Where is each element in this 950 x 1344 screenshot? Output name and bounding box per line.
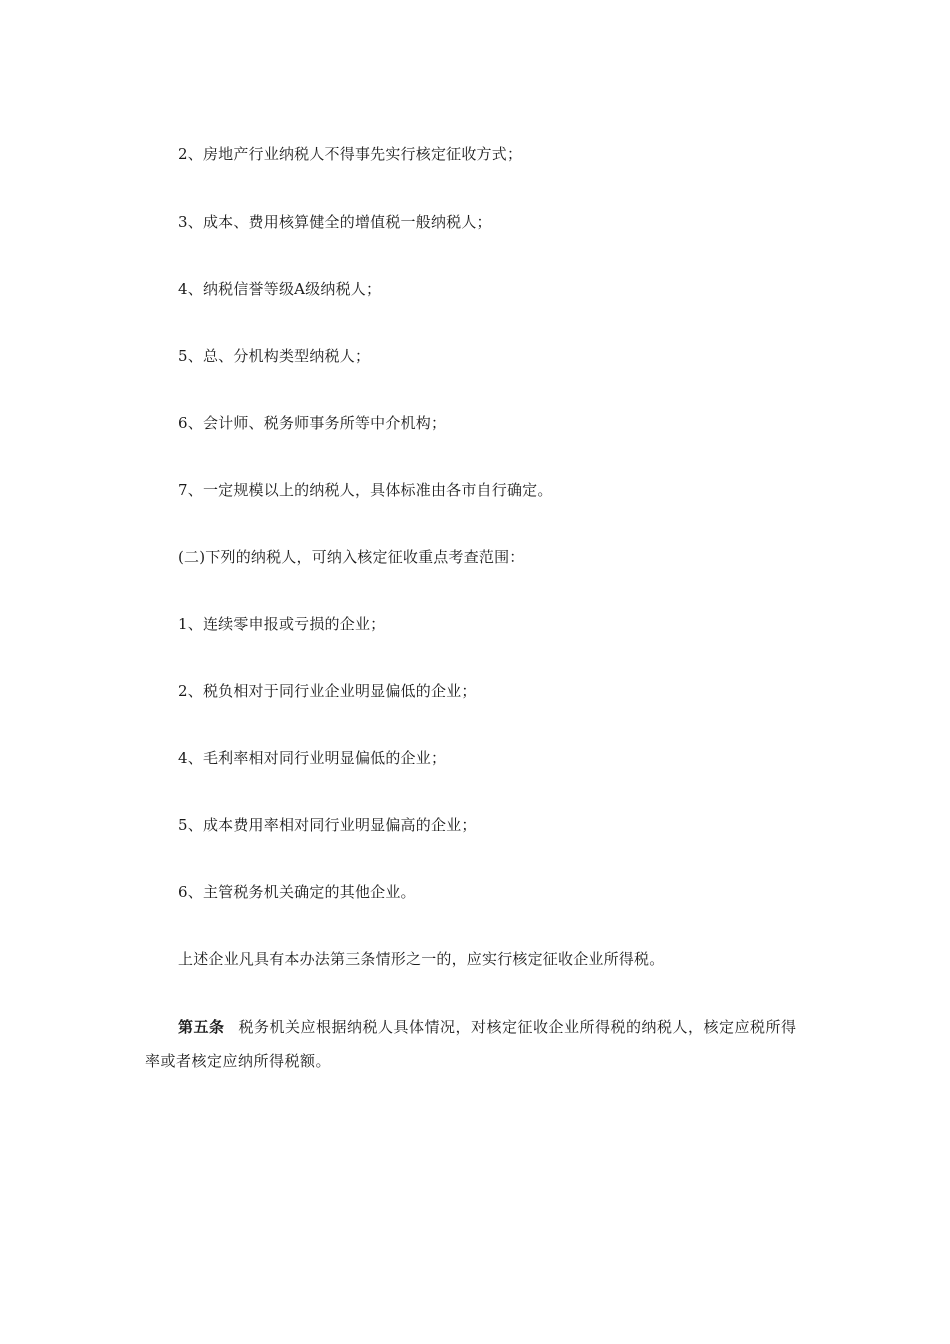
list-item: 5、成本费用率相对同行业明显偏高的企业；: [178, 816, 477, 834]
list-item: 4、毛利率相对同行业明显偏低的企业；: [178, 749, 447, 767]
article-paragraph: [145, 1010, 805, 1078]
section-heading: (二)下列的纳税人，可纳入核定征收重点考查范围：: [178, 548, 525, 566]
list-item: 6、主管税务机关确定的其他企业。: [178, 883, 416, 901]
list-item: 4、纳税信誉等级A级纳税人；: [178, 280, 382, 298]
article-text: 税务机关应根据纳税人具体情况，对核定征收企业所得税的纳税人，核定应税所得率或者核定应纳所得税额。: [145, 1018, 797, 1070]
article-label: 第五条: [178, 1018, 225, 1036]
list-item: 3、成本、费用核算健全的增值税一般纳税人；: [178, 213, 492, 231]
list-item: 2、房地产行业纳税人不得事先实行核定征收方式；: [178, 145, 523, 163]
paragraph: 上述企业凡具有本办法第三条情形之一的，应实行核定征收企业所得税。: [178, 950, 665, 968]
list-item: 2、税负相对于同行业企业明显偏低的企业；: [178, 682, 477, 700]
list-item: 7、一定规模以上的纳税人，具体标准由各市自行确定。: [178, 481, 553, 499]
list-item: 5、总、分机构类型纳税人；: [178, 347, 371, 365]
list-item: 6、会计师、税务师事务所等中介机构；: [178, 414, 447, 432]
list-item: 1、连续零申报或亏损的企业；: [178, 615, 386, 633]
